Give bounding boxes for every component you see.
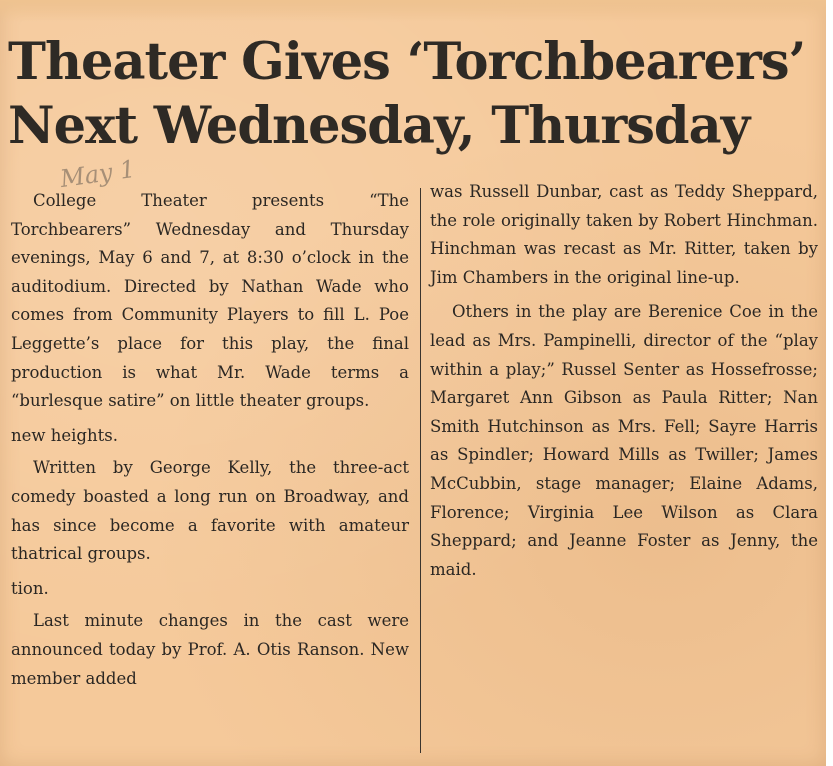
headline-line-2: Next Wednesday, Thursday: [8, 96, 750, 156]
left-paragraph-3: Last minute changes in the cast were announced today by Prof. A. Otis Ranson. New member added: [11, 611, 409, 688]
left-stray-line-2: tion.: [11, 578, 49, 598]
handwritten-date: May 1: [58, 154, 137, 194]
left-stray-line-1: new heights.: [11, 425, 118, 445]
right-column: [430, 178, 818, 590]
column-divider: [420, 188, 421, 753]
right-paragraph-2: Others in the play are Berenice Coe in the lead as Mrs. Pampinelli, director of the “play within a play;” Russel Senter as Hossefrosse; Margaret Ann Gibson as Paula Ritter; Nan Smith Hutchinson as Mrs. Fell; Sayre Harris as Spindler; Howard Mills as Twiller; James McCubbin, stage manager; Elaine Adams, Florence; Virginia Lee Wilson as Clara Sheppard; and Jeanne Foster as Jenny, the maid.: [430, 302, 818, 579]
headline-line-1: Theater Gives ‘Torchbearers’: [8, 32, 806, 92]
left-column: [11, 187, 409, 699]
left-paragraph-2: Written by George Kelly, the three-act comedy boasted a long run on Broadway, and has since become a favorite with amateur thatrical groups.: [11, 458, 409, 564]
headline: [8, 30, 805, 158]
left-paragraph-1: College Theater presents “The Torchbearers” Wednesday and Thursday evenings, May 6 and 7, at 8:30 o’clock in the auditodium. Directed by Nathan Wade who comes from Community Players to fill L. Poe Leggette’s place for this play, the final production is what Mr. Wade terms a “burlesque satire” on little theater groups.: [11, 191, 409, 411]
paper-edge: [0, 0, 826, 22]
right-paragraph-1: was Russell Dunbar, cast as Teddy Sheppard, the role originally taken by Robert Hinchman. Hinchman was recast as Mr. Ritter, taken by Jim Chambers in the original line-up.: [430, 182, 818, 287]
